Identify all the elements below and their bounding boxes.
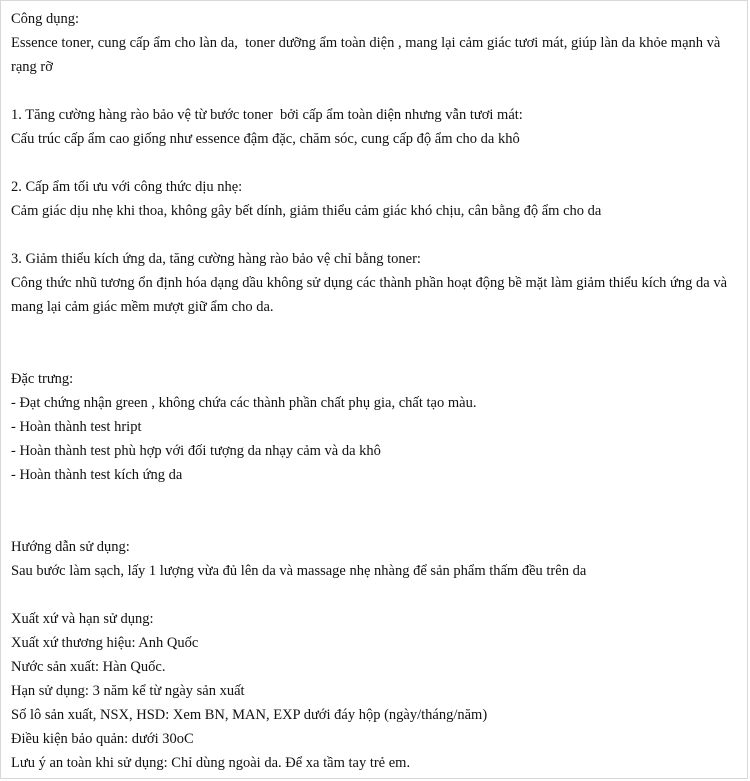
usage-point-2-text: Cảm giác dịu nhẹ khi thoa, không gây bết dính, giảm thiểu cảm giác khó chịu, cân bằng độ ẩm cho da xyxy=(11,203,602,219)
usage-point-3-title: 3. Giảm thiểu kích ứng da, tăng cường hàng rào bảo vệ chỉ bằng toner: xyxy=(11,251,421,267)
origin-item: Số lô sản xuất, NSX, HSD: Xem BN, MAN, EXP dưới đáy hộp (ngày/tháng/năm) xyxy=(11,707,488,723)
usage-point-3-text: Công thức nhũ tương ổn định hóa dạng dầu không sử dụng các thành phần hoạt động bề mặt làm giảm thiểu kích ứng da và mang lại cảm giác mềm mượt giữ ẩm cho da. xyxy=(11,275,731,315)
spacer xyxy=(11,583,741,607)
usage-point-2-title: 2. Cấp ẩm tối ưu với công thức dịu nhẹ: xyxy=(11,179,243,195)
usage-point-1-text: Cấu trúc cấp ẩm cao giống như essence đậm đặc, chăm sóc, cung cấp độ ẩm cho da khô xyxy=(11,131,520,147)
features-item: - Hoàn thành test phù hợp với đối tượng da nhạy cảm và da khô xyxy=(11,443,381,459)
instructions-text: Sau bước làm sạch, lấy 1 lượng vừa đủ lên da và massage nhẹ nhàng để sản phẩm thấm đều trên da xyxy=(11,563,587,579)
instructions-heading: Hướng dẫn sử dụng: xyxy=(11,539,130,555)
spacer xyxy=(11,79,741,103)
spacer xyxy=(11,487,741,535)
origin-item: Xuất xứ thương hiệu: Anh Quốc xyxy=(11,635,199,651)
usage-point-1-title: 1. Tăng cường hàng rào bảo vệ từ bước toner bởi cấp ẩm toàn diện nhưng vẫn tươi mát: xyxy=(11,107,523,123)
features-item: - Hoàn thành test hript xyxy=(11,419,142,435)
spacer xyxy=(11,151,741,175)
features-heading: Đặc trưng: xyxy=(11,371,74,387)
origin-heading: Xuất xứ và hạn sử dụng: xyxy=(11,611,154,627)
product-description xyxy=(11,7,741,775)
origin-item: Lưu ý an toàn khi sử dụng: Chỉ dùng ngoài da. Để xa tầm tay trẻ em. xyxy=(11,755,411,771)
origin-item: Nước sản xuất: Hàn Quốc. xyxy=(11,659,166,675)
spacer xyxy=(11,223,741,247)
spacer xyxy=(11,319,741,367)
usage-heading: Công dụng: xyxy=(11,11,80,27)
origin-item: Điều kiện bảo quản: dưới 30oC xyxy=(11,731,194,747)
features-item: - Đạt chứng nhận green , không chứa các thành phần chất phụ gia, chất tạo màu. xyxy=(11,395,477,411)
features-item: - Hoàn thành test kích ứng da xyxy=(11,467,183,483)
usage-intro: Essence toner, cung cấp ẩm cho làn da, toner dưỡng ẩm toàn diện , mang lại cảm giác tươi mát, giúp làn da khỏe mạnh và rạng rỡ xyxy=(11,35,724,75)
origin-item: Hạn sử dụng: 3 năm kể từ ngày sản xuất xyxy=(11,683,245,699)
